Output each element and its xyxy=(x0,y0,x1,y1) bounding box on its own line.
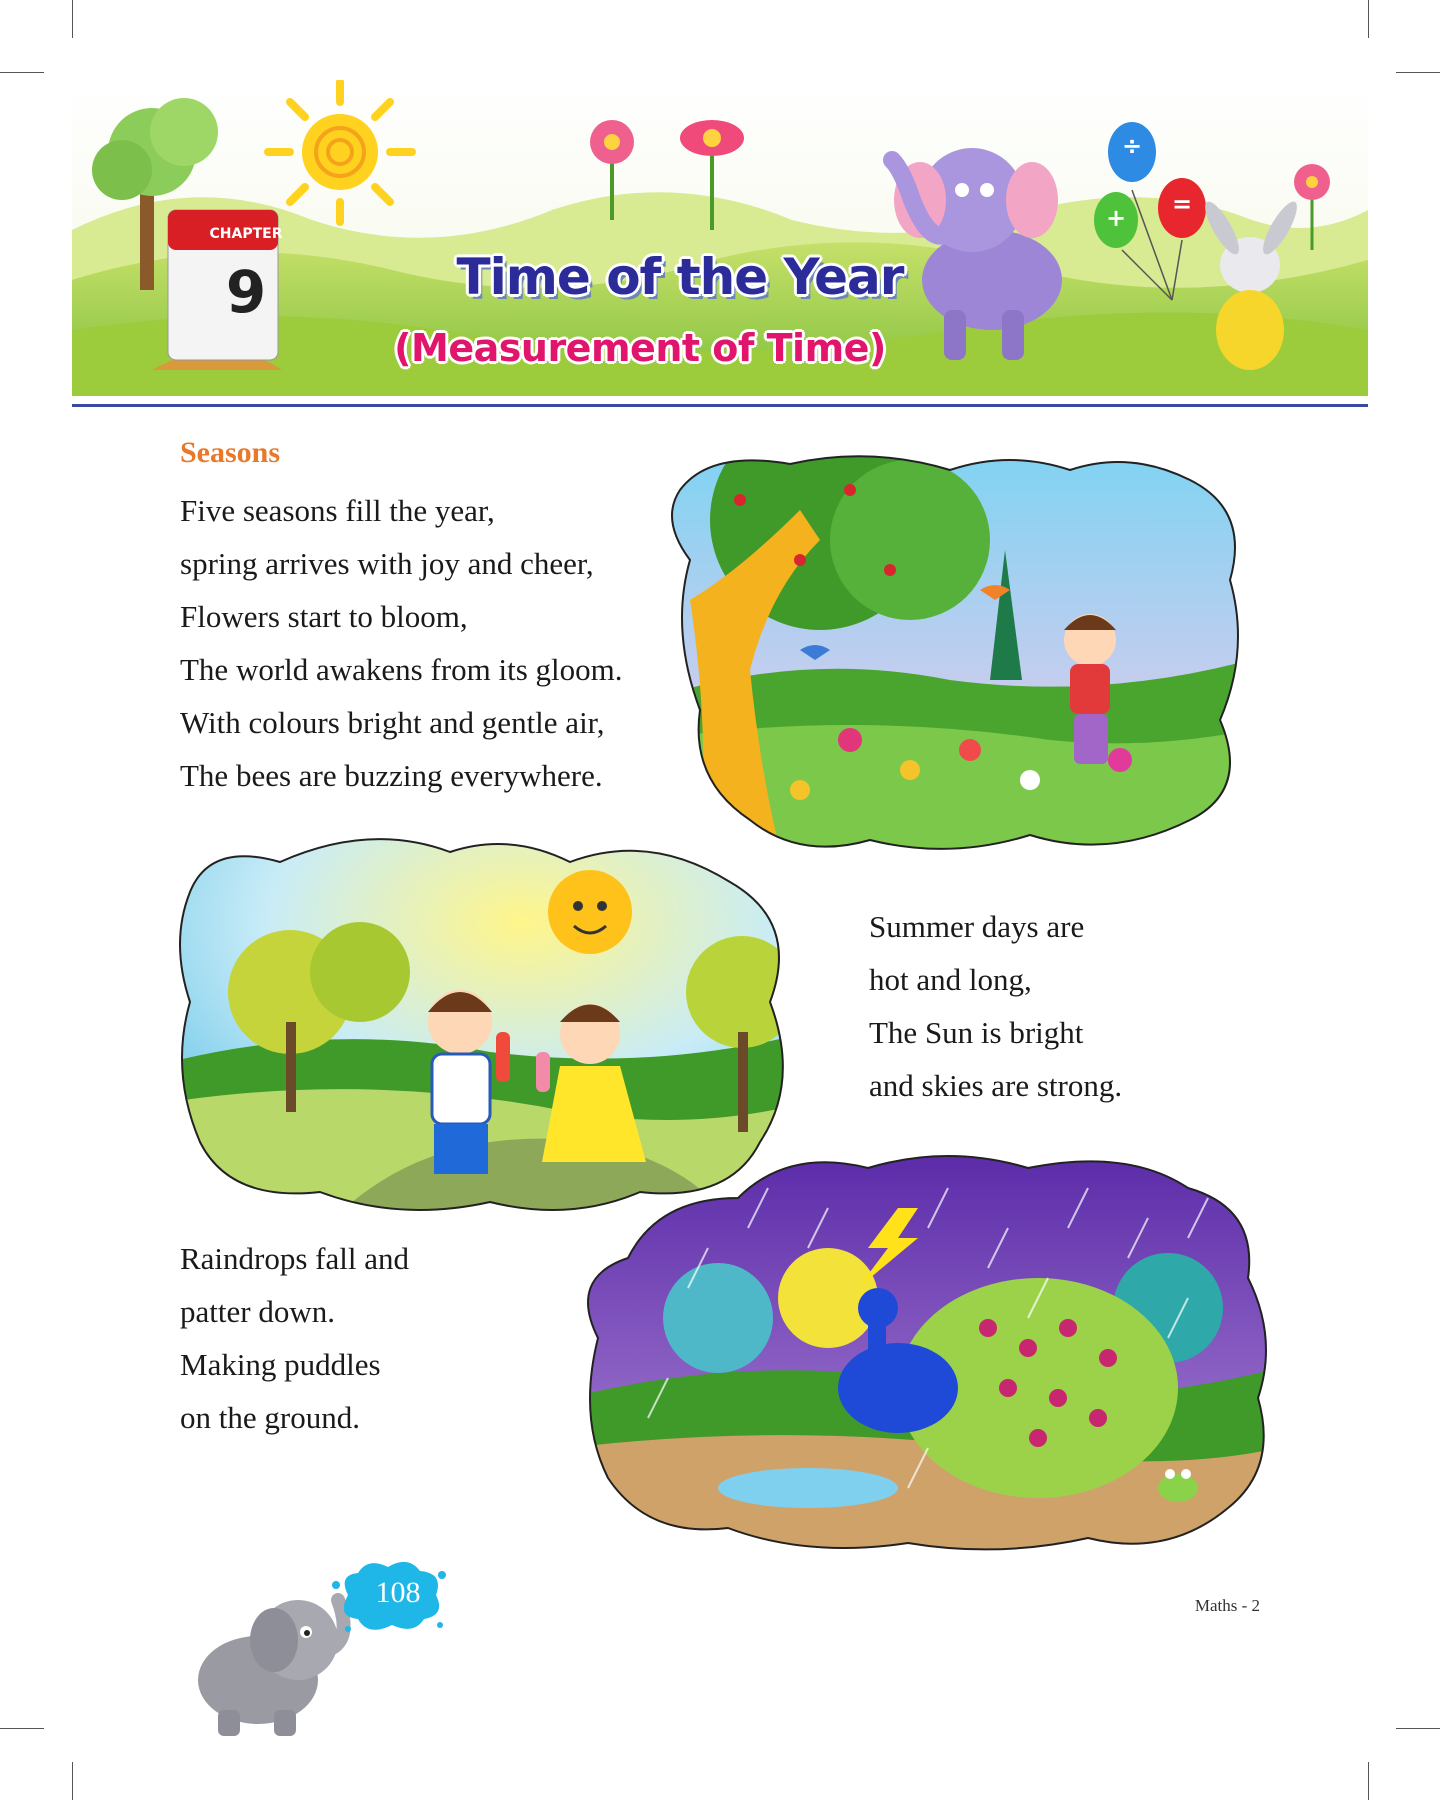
poem-line: Summer days are xyxy=(869,909,1085,944)
poem-line: patter down. xyxy=(180,1294,335,1329)
poem-line: Five seasons fill the year, xyxy=(180,493,495,528)
chapter-subtitle: (Measurement of Time) xyxy=(394,326,886,370)
poem-rain xyxy=(180,1232,409,1444)
spring-garden-scene xyxy=(650,450,1250,850)
sun-icon xyxy=(548,870,632,954)
poem-line: and skies are strong. xyxy=(869,1068,1123,1103)
header-rule xyxy=(72,404,1368,407)
crop-mark xyxy=(1368,1762,1369,1800)
rainy-peacock-scene xyxy=(568,1148,1278,1558)
crop-mark xyxy=(72,0,73,38)
poem-line: The bees are buzzing everywhere. xyxy=(180,758,603,793)
crop-mark xyxy=(0,72,44,73)
poem-spring xyxy=(180,484,623,802)
chapter-number: 9 xyxy=(225,258,267,326)
poem-summer xyxy=(869,900,1122,1112)
page-number: 108 xyxy=(375,1576,421,1609)
poem-line: on the ground. xyxy=(180,1400,360,1435)
crop-mark xyxy=(1396,1728,1440,1729)
balloon-symbol: = xyxy=(1171,190,1193,218)
poem-line: The world awakens from its gloom. xyxy=(180,652,623,687)
section-heading: Seasons xyxy=(180,436,281,469)
ice-pop-icon xyxy=(496,1032,510,1082)
puddle-icon xyxy=(718,1468,898,1508)
poem-line: Raindrops fall and xyxy=(180,1241,410,1276)
poem-line: Flowers start to bloom, xyxy=(180,599,468,634)
balloon-symbol: ÷ xyxy=(1121,132,1143,160)
crop-mark xyxy=(72,1762,73,1800)
tree-icon xyxy=(140,180,154,290)
crop-mark xyxy=(0,1728,44,1729)
sun-icon xyxy=(268,82,412,222)
poem-line: spring arrives with joy and cheer, xyxy=(180,546,594,581)
poem-line: Making puddles xyxy=(180,1347,381,1382)
poem-line: With colours bright and gentle air, xyxy=(180,705,605,740)
crop-mark xyxy=(1368,0,1369,38)
ice-pop-icon xyxy=(536,1052,550,1092)
chapter-title: Time of the Year xyxy=(456,248,904,306)
crop-mark xyxy=(1396,72,1440,73)
balloon-symbol: + xyxy=(1105,204,1127,232)
book-label: Maths - 2 xyxy=(1194,1596,1260,1615)
poem-line: hot and long, xyxy=(869,962,1032,997)
chapter-label: CHAPTER xyxy=(209,226,283,242)
poem-line: The Sun is bright xyxy=(869,1015,1084,1050)
